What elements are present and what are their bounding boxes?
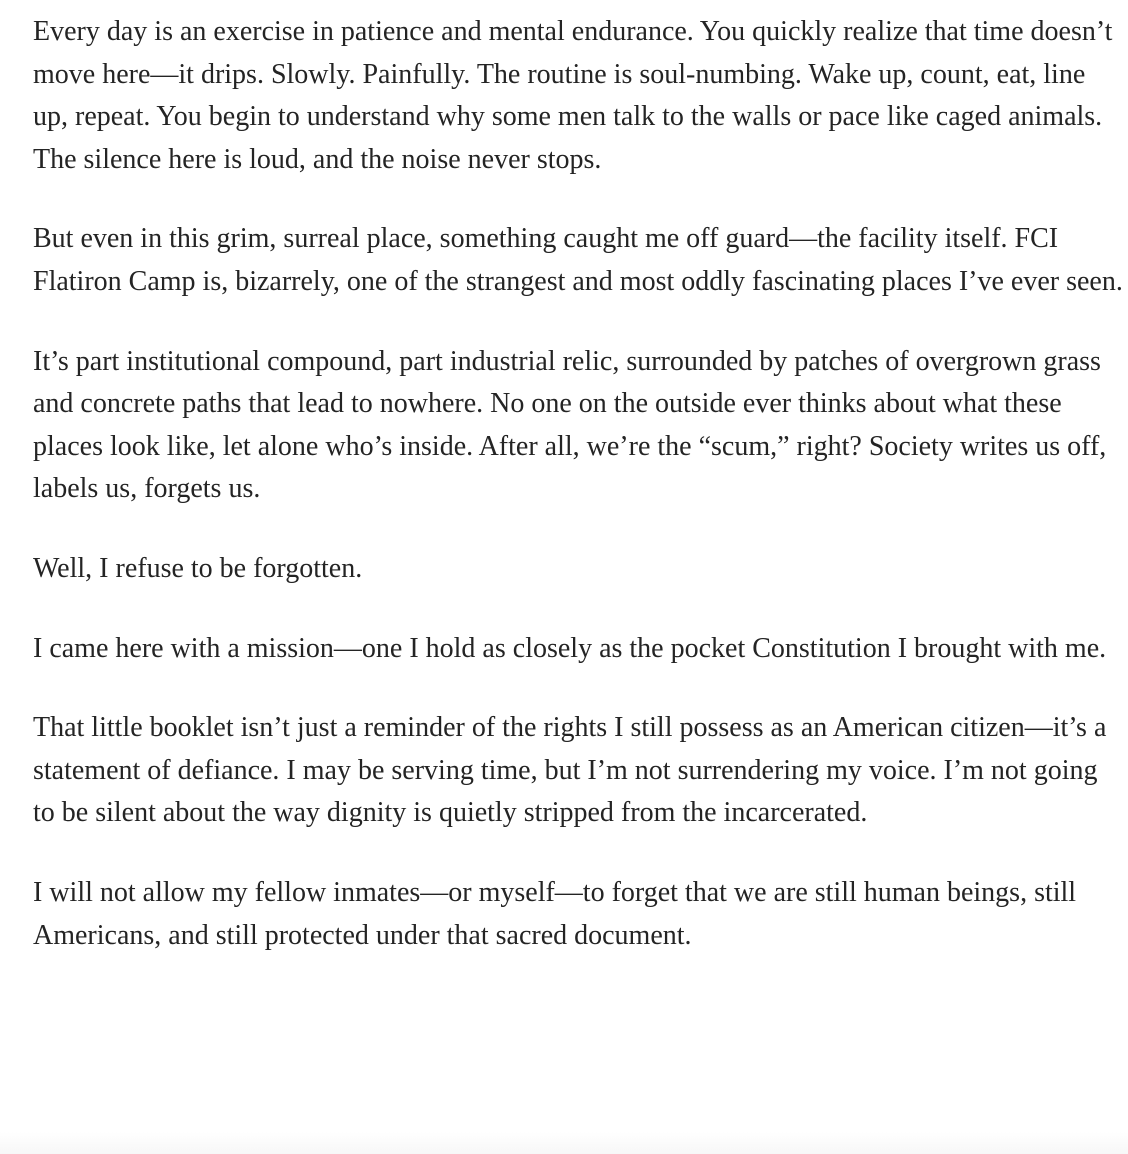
paragraph-booklet: That little booklet isn’t just a reminder of the rights I still possess as an American citizen—it’s a statement of defiance. I may be serving time, but I’m not surrendering my voice. I’m not going to be silent about the way dignity is quietly stripped from the incarcerated. bbox=[33, 712, 1107, 829]
paragraph-fellow-inmates: I will not allow my fellow inmates—or myself—to forget that we are still human beings, still Americans, and still protected under that sacred document. bbox=[33, 876, 1077, 951]
paragraph-daily-routine: Every day is an exercise in patience and mental endurance. You quickly realize that time doesn’t move here—it drips. Slowly. Painfully. The routine is soul-numbing. Wake up, count, eat, line up, repeat. You begin to understand why some men talk to the walls or pace like caged animals. The silence here is loud, and the noise never stops. bbox=[33, 16, 1113, 175]
paragraph-mission: I came here with a mission—one I hold as closely as the pocket Constitution I brought with me. bbox=[33, 632, 1107, 664]
bottom-fade bbox=[0, 1132, 1128, 1154]
article-body bbox=[33, 11, 1123, 994]
paragraph-compound-description: It’s part institutional compound, part industrial relic, surrounded by patches of overgrown grass and concrete paths that lead to nowhere. No one on the outside ever thinks about what these places look like, let alone who’s inside. After all, we’re the “scum,” right? Society writes us off, labels us, forgets us. bbox=[33, 345, 1107, 505]
paragraph-facility: But even in this grim, surreal place, something caught me off guard—the facility itself. FCI Flatiron Camp is, bizarrely, one of the strangest and most oddly fascinating places I’ve ever seen. bbox=[33, 223, 1123, 297]
paragraph-refuse-forgotten: Well, I refuse to be forgotten. bbox=[33, 552, 363, 584]
